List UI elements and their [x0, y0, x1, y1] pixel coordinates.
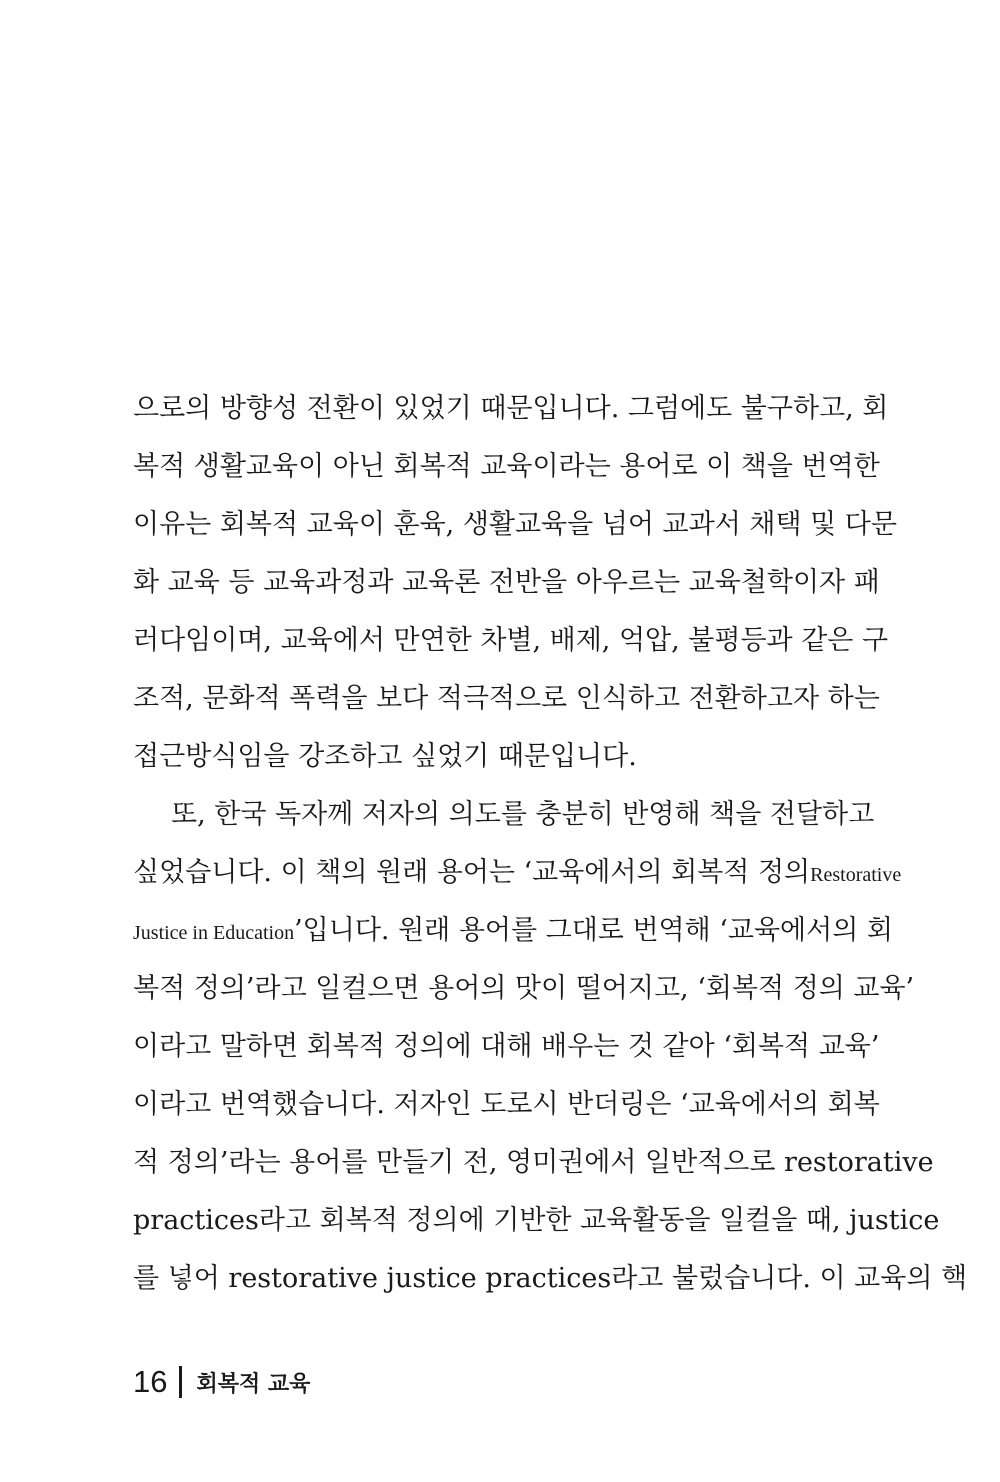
text-line: 를 넣어 restorative justice practices라고 불렀습니다. 이 교육의 핵: [133, 1263, 968, 1294]
paragraph-2: [133, 786, 968, 1308]
footer-divider: [179, 1366, 182, 1398]
page-number: 16: [133, 1364, 168, 1399]
text-line: [133, 844, 902, 902]
text-fragment: 싶었습니다. 이 책의 원래 용어는 ‘교육에서의 회복적 정의: [133, 857, 811, 888]
text-line: 복적 생활교육이 아닌 회복적 교육이라는 용어로 이 책을 번역한: [133, 451, 880, 482]
text-line: 조적, 문화적 폭력을 보다 적극적으로 인식하고 전환하고자 하는: [133, 683, 880, 714]
text-line: 또, 한국 독자께 저자의 의도를 충분히 반영해 책을 전달하고: [171, 799, 875, 830]
text-line: 러다임이며, 교육에서 만연한 차별, 배제, 억압, 불평등과 같은 구: [133, 625, 889, 656]
text-fragment: ’입니다. 원래 용어를 그대로 번역해 ‘교육에서의 회: [294, 915, 893, 946]
text-line: practices라고 회복적 정의에 기반한 교육활동을 일컬을 때, justice: [133, 1205, 940, 1236]
text-line: [133, 902, 893, 960]
page-footer: [133, 1362, 310, 1402]
body-text: [133, 380, 968, 1308]
text-line: 복적 정의’라고 일컬으면 용어의 맛이 떨어지고, ‘회복적 정의 교육’: [133, 973, 915, 1004]
running-title: 회복적 교육: [196, 1371, 311, 1397]
text-line: 이라고 말하면 회복적 정의에 대해 배우는 것 같아 ‘회복적 교육’: [133, 1031, 880, 1062]
text-line: 이라고 번역했습니다. 저자인 도로시 반더링은 ‘교육에서의 회복: [133, 1089, 880, 1120]
original-term-fragment: Justice in Education: [133, 922, 295, 944]
text-line: 접근방식임을 강조하고 싶었기 때문입니다.: [133, 741, 637, 772]
text-line: 이유는 회복적 교육이 훈육, 생활교육을 넘어 교과서 채택 및 다문: [133, 509, 897, 540]
text-line: 적 정의’라는 용어를 만들기 전, 영미권에서 일반적으로 restorative: [133, 1147, 934, 1178]
original-term-fragment: Restorative: [810, 864, 902, 886]
text-line: 으로의 방향성 전환이 있었기 때문입니다. 그럼에도 불구하고, 회: [133, 393, 889, 424]
text-line: 화 교육 등 교육과정과 교육론 전반을 아우르는 교육철학이자 패: [133, 567, 880, 598]
paragraph-1: [133, 380, 897, 786]
